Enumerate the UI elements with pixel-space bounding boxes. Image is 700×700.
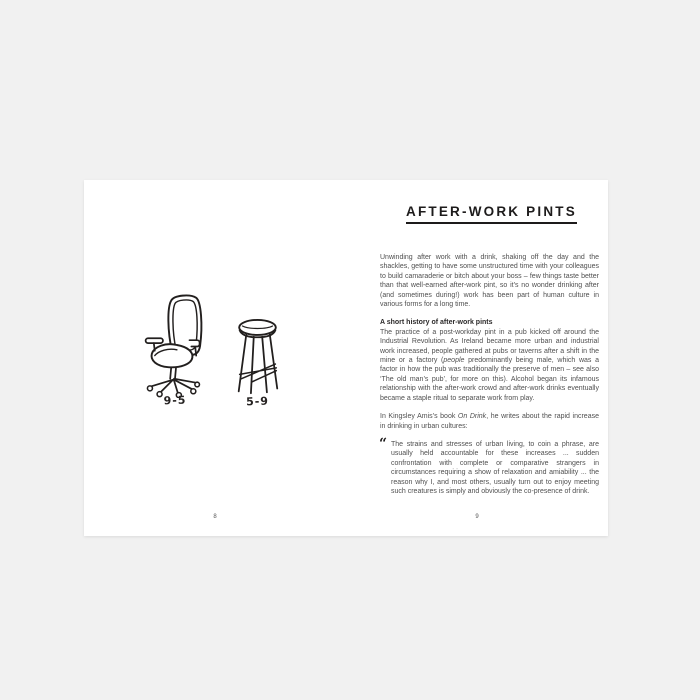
history-text-1: The practice of a post-workday pint in a pub kicked off around the Industrial Revolution. As Ireland became more urban and industrial work increased, people gathered at pubs or taverns after a shift in the mine or a factory ( (380, 328, 599, 365)
section-heading: A short history of after-work pints (380, 319, 493, 327)
amis-text-1: In Kingsley Amis’s book (380, 413, 458, 421)
bar-stool-icon (234, 318, 281, 397)
history-italic-word: people (443, 357, 465, 365)
title-block (406, 203, 599, 224)
page-number-right: 9 (475, 514, 479, 520)
chair-caption: 9-5 (163, 393, 187, 408)
quote-icon: “ (379, 435, 388, 452)
amis-text-2: , he writes about the rapid increase in drinking in urban cultures: (380, 413, 599, 430)
office-chair-illustration (144, 292, 206, 398)
bar-stool-illustration (234, 318, 281, 397)
amis-paragraph (380, 412, 599, 431)
office-chair-icon (144, 292, 206, 398)
history-section (380, 318, 599, 403)
history-paragraph (380, 328, 599, 403)
text-column (380, 180, 599, 496)
chapter-title: AFTER-WORK PINTS (406, 204, 577, 224)
history-text-2: predominantly being male, which was a factor in how the pub was traditionally the preserve of men – see also ‘The old man’s pub’, for more on this). Alcohol began its infamous relationship with the after-work crowd and after-work drinks eventually became a staple ritual to separate work from play. (380, 357, 599, 402)
book-spread (84, 180, 608, 536)
amis-book-title: On Drink (457, 413, 487, 421)
quote-text: The strains and stresses of urban living, to coin a phrase, are usually held accountable for these increases ... sudden confrontation with complete or comparative strangers in circumstances requiring a show of relaxation and amiability ... the reason why I, and most others, usually turn out to enjoy meeting such creatures is simply and obviously the co-presence of drink. (391, 440, 599, 495)
intro-paragraph: Unwinding after work with a drink, shaking off the day and the shackles, getting to have some unstructured time with your colleagues to build camaraderie or bitch about your boss – few things taste better than that well-earned after-work pint, so it’s no wonder drinking after (and sometimes during!) work has been part of human culture in various forms for a long time. (380, 254, 599, 309)
pull-quote (379, 435, 599, 496)
left-page (84, 180, 346, 536)
page-number-left: 8 (213, 514, 217, 520)
stool-caption: 5-9 (245, 394, 270, 409)
right-page (346, 180, 608, 536)
